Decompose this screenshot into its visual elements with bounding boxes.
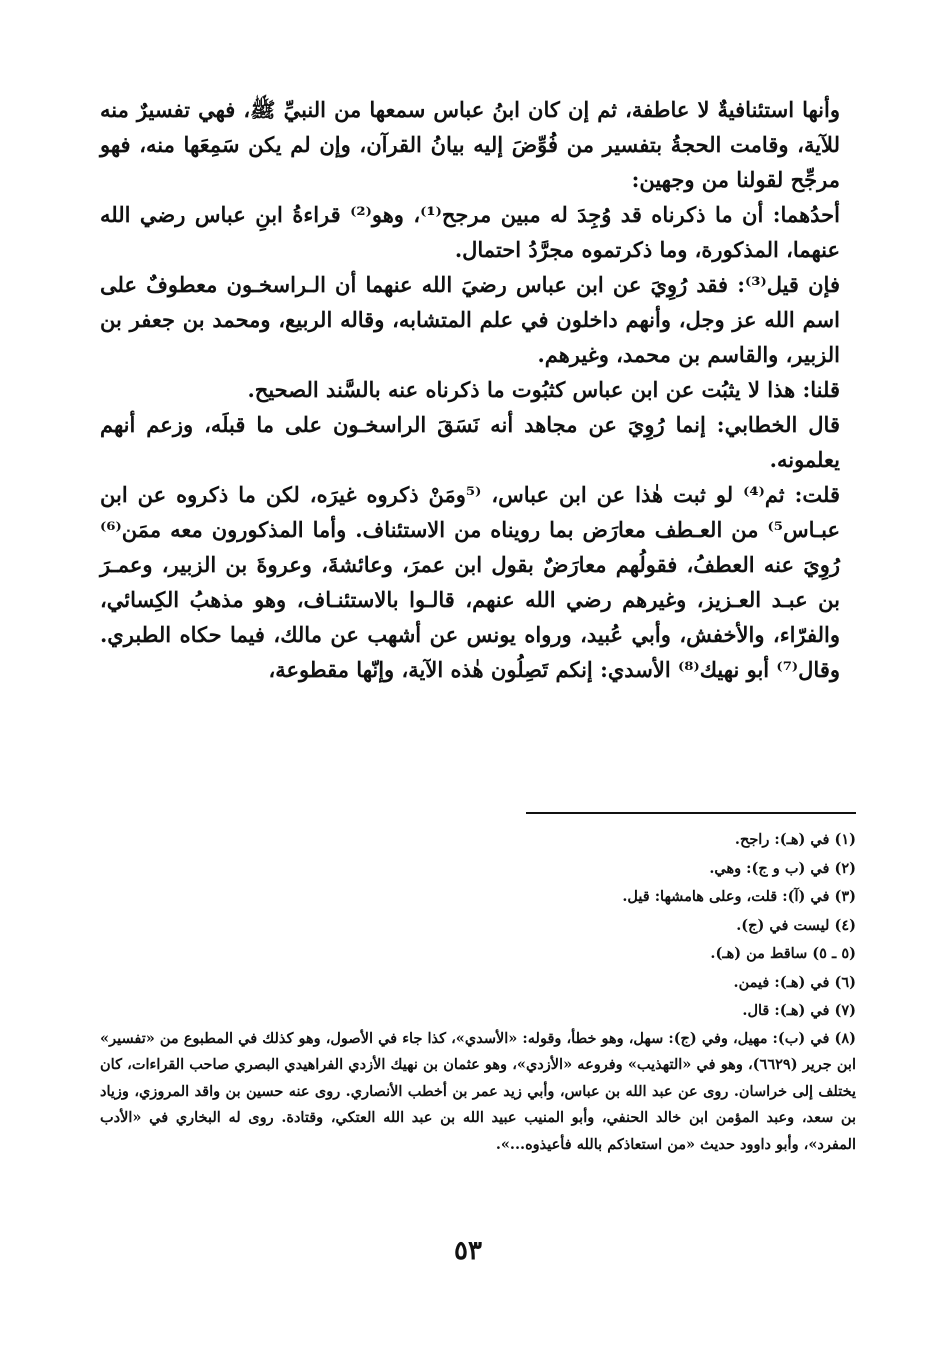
footnote-8: (٨) في (ب): مهيل، وفي (ج): سهل، وهو خطأ، وقوله: «الأسدي»، كذا جاء في الأصول، وهو كذلك في المطبوع من «تفسير» ابن جرير (٦٦٢٩)، وهو في «التهذيب» وفروعه «الأزدي»، وهو عثمان بن نهيك الأزدي الفراهيدي البصري صاحب القراءات، كان يختلف إلى خراسان. روى عن عبد الله بن عباس، وأبي زيد عمر بن أخطب الأنصاري. روى عنه حسين بن واقد المروزي، وزياد بن سعد، وعبد المؤمن ابن خالد الحنفي، وأبو المنيب عبيد الله بن عبد الله العتكي، وقتادة. روى له البخاري في «الأدب المفرد»، وأبو داوود حديث «من استعاذكم بالله فأعيذوه...». <box>100 1029 857 1153</box>
page-number: ٥٣ <box>454 1236 482 1266</box>
paragraph-3: فإن قيل⁽³⁾: فقد رُوِيَ عن ابن عباس رضيَ الله عنهما أن الـراسخـون معطوفٌ على اسم الله عز وجل، وأنهم داخلون في علم المتشابه، وقاله الربيع، ومحمد بن جعفر بن الزبير، والقاسم بن محمد، وغيرهم. <box>100 272 840 367</box>
footnote-6: (٦) في (هـ): فيمن. <box>733 973 856 991</box>
footnote-4: (٤) ليست في (ج). <box>736 916 856 934</box>
footnote-3: (٣) في (آ): قلت، وعلى هامشها: قيل. <box>622 888 856 905</box>
paragraph-1: وأنها استئنافيةٌ لا عاطفة، ثم إن كان ابنُ عباس سمعها من النبيِّ ﷺ، فهي تفسيرٌ منه للآية، وقامت الحجةُ بتفسير من فُوِّضَ إليه بيانُ القرآن، وإن لم يكن سَمِعَها منه، فهو مرجِّح لقولنا من وجهين: <box>100 97 840 192</box>
paragraph-5: قال الخطابي: إنما رُوِيَ عن مجاهد أنه نَسَقَ الراسخـون على ما قبلَه، وزعم أنهم يعلمونه. <box>100 412 840 472</box>
paragraph-4: قلنا: هذا لا يثبُت عن ابن عباس كثبُوت ما ذكرناه عنه بالسَّند الصحيح. <box>247 377 840 402</box>
footnote-1: (١) في (هـ): راجح. <box>734 831 856 848</box>
paragraph-6: قلت: ثم⁽⁴⁾ لو ثبت هٰذا عن ابن عباس، ⁽⁵ومَنْ ذكروه غيرَه، لكن ما ذكروه عن ابن عبـاس⁵⁾ من العـطف معارَض بما رويناه من الاستئناف. وأما المذكورون معه ممَن⁽⁶⁾ رُوِيَ عنه العطفُ، فقولُهم معارَضٌ بقول ابن عمرَ، وعائشةَ، وعروةَ بن الزبير، وعمـرَ بن عبـد العـزيز، وغيرهم رضي الله عنهم، قالـوا بالاستئنـاف، وهو مذهبُ الكِسائي، والفرّاء، والأخفش، وأبي عُبيد، ورواه يونس عن أشهب عن مالك، فيما حكاه الطبري. وقال⁽⁷⁾ أبو نهيك⁽⁸⁾ الأسدي: إنكم تَصِلُون هٰذه الآية، وإنّها مقطوعة، <box>100 482 841 682</box>
paragraph-2: أحدُهما: أن ما ذكرناه قد وُجِدَ له مبين مرجح⁽¹⁾، وهو⁽²⁾ قراءةُ ابنِ عباس رضي الله عنهما، المذكورة، وما ذكرتموه مجرَّدُ احتمال. <box>100 202 840 262</box>
main-text <box>100 92 840 687</box>
footnotes <box>100 826 856 1158</box>
footnote-2: (٢) في (ب و ج): وهي. <box>709 859 856 877</box>
footnote-7: (٧) في (هـ): قال. <box>742 1002 856 1019</box>
footnote-divider <box>526 812 856 814</box>
footnote-5: (٥ ـ ٥) ساقط من (هـ). <box>710 945 856 962</box>
